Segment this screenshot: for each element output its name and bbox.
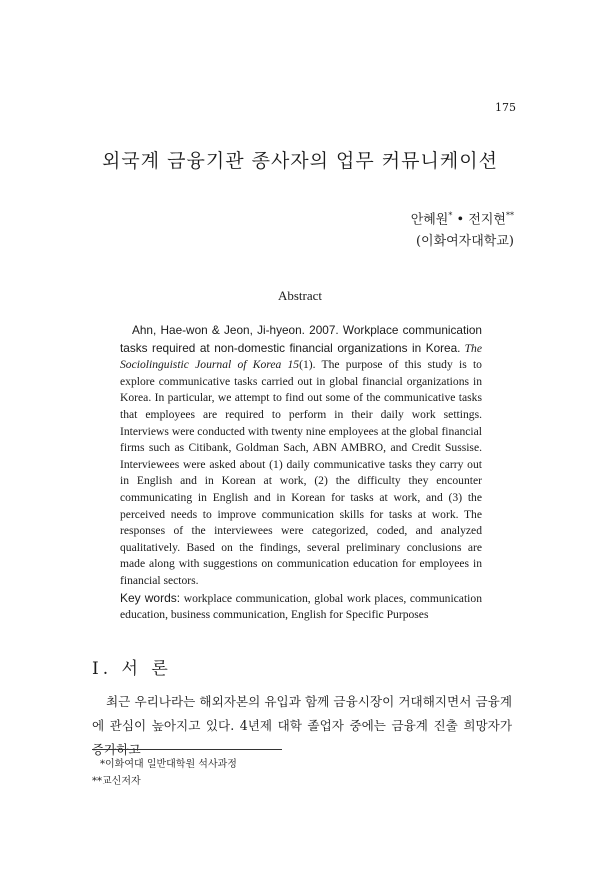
author-mark-2: ** [506,211,514,220]
footnote-divider [92,749,282,750]
page-number: 175 [495,101,516,114]
section-heading: Ⅰ. 서 론 [92,659,172,679]
author-affiliation: (이화여자대학교) [415,234,514,250]
author-name-2: 전지현 [468,212,506,228]
abstract-journal: The Sociolinguistic Journal of Korea 15 [120,341,482,372]
author-line [411,205,514,231]
author-block [411,205,514,253]
author-mark-1: * [448,211,453,220]
footnotes [92,756,237,790]
author-name-1: 안혜원 [410,212,449,228]
keywords-text: workplace communication, global work places, communication education, business communication, English for Specific Purposes [120,591,482,622]
abstract-heading: Abstract [277,288,323,303]
abstract-body [120,322,482,624]
abstract-text: The purpose of this study is to explore communicative tasks carried out in global financial organizations in Korea. In particular, we attempt to find out some of the communicative tasks that employees are required to perform in their daily work settings. Interviews were conducted with twenty nine employees at the global financial firms such as Citibank, Goldman Sach, ABN AMBRO, and Credit Sussise. Interviewees were asked about (1) daily communicative tasks they carry out in English and in Korean at work, (2) the difficulty they encounter communicating in English and in Korean for tasks at work, and (3) the perceived needs to improve communication skills for tasks at work. The responses of the interviewees were categorized, coded, and analyzed qualitatively. Based on the findings, several preliminary conclusions are made along with suggestions on communication education for employees in financial sectors. [120,358,482,587]
keywords-label: Key words: [120,590,181,605]
intro-paragraph: 최근 우리나라는 해외자본의 유입과 함께 금융시장이 거대해지면서 금융계에 관심이 높아지고 있다. 4년제 대학 졸업자 중에는 금융계 진출 희망자가 증가하고 [92,694,512,757]
abstract-issue: (1). [299,358,316,372]
paper-title: 외국계 금융기관 종사자의 업무 커뮤니케이션 [102,150,498,172]
footnote-1: *이화여대 일반대학원 석사과정 [100,759,237,770]
author-separator: • [452,212,469,228]
abstract-citation: Ahn, Hae-won & Jeon, Ji-hyeon. 2007. Workplace communication tasks required at non-domestic financial organizations in Korea. [120,323,482,355]
footnote-2: **교신저자 [92,776,141,787]
